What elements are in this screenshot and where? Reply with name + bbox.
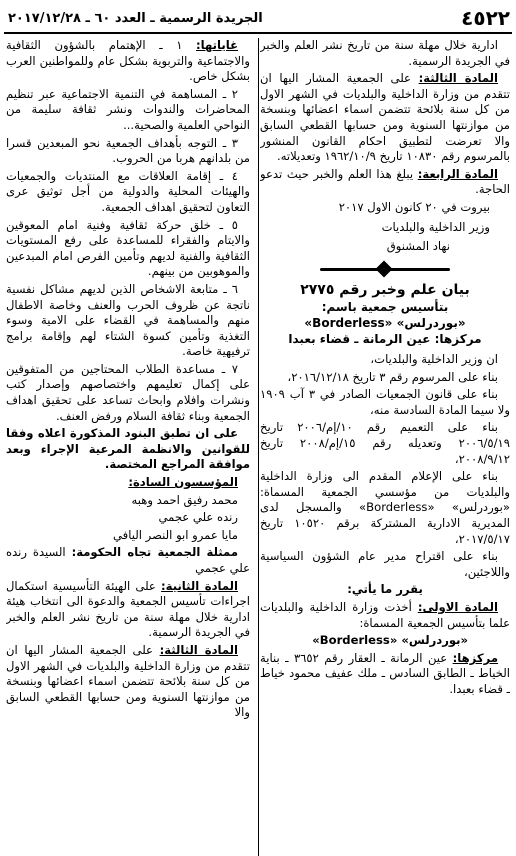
headquarters-label: مركزها:	[452, 650, 498, 665]
paragraph: ان وزير الداخلية والبلديات،	[370, 352, 498, 367]
goals-paragraph	[6, 38, 250, 85]
notice-subtitle: بتأسيس جمعية باسم:	[321, 300, 449, 315]
article-3	[260, 71, 510, 165]
representative-label: ممثلة الجمعية تجاه الحكومة:	[71, 545, 238, 560]
signature-date: بيروت في ٢٠ كانون الاول ٢٠١٧	[338, 199, 490, 214]
article-2	[6, 579, 250, 641]
paragraph: بناء على قانون الجمعيات الصادر في ٣ آب ١٩٠٩ ولا سيما المادة السادسة منه،	[260, 387, 510, 417]
header-rule	[4, 32, 512, 34]
representative	[6, 545, 250, 576]
headquarters	[260, 651, 510, 698]
article-text: على الهيئة التأسيسية استكمال اجراءات تأسيس الجمعية والدعوة الى انتخاب هيئة ادارية خلال مهلة سنة من تاريخ نشر العلم والخبر في الجريدة الرسمية.	[6, 578, 250, 640]
page-number: ٤٥٢٢	[461, 6, 510, 30]
goal-item: ٤ ـ إقامة العلاقات مع المنتديات والجمعيات والهيئات المحلية والدولية من أجل توثيق عرى التعاون لتحقيق اهداف الجمعية.	[6, 168, 250, 214]
article-text: على الجمعية المشار اليها ان تتقدم من وزارة الداخلية والبلديات في الشهر الاول من كل سنة بلائحة تتضمن اسماء اعضائها وبنسخة من موازنتها السنوية ومن حسابها القطعي السابق والا تعرضت لتطبيق احكام القانون المنشور بالمرسوم رقم ١٠٨٣٠ تاريخ ١٩٦٢/١٠/٩ وتعديلاته.	[260, 71, 510, 164]
article-text: أخذت وزارة الداخلية والبلديات علما بتأسيس الجمعية المسماة:	[260, 600, 510, 630]
goal-item: ٣ ـ التوجه بأهداف الجمعية نحو المبعدين قسرا من بلدانهم هربا من الحروب.	[6, 135, 250, 166]
article-text: على الجمعية المشار اليها ان تتقدم من وزارة الداخلية والبلديات في الشهر الاول من كل سنة بلائحة تتضمن اسماء اعضائها وبنسخة من موازنتها السنوية ومن حسابها القطعي السابق والا	[6, 642, 250, 720]
founder-name: رنده علي عجمي	[158, 510, 238, 525]
goal-item: ٧ ـ مساعدة الطلاب المحتاجين من المتفوقين على إكمال تعليمهم واختصاصهم وإصدار كتب ونشرات وافلام وابحاث تساعد على تحقيق اهداف الجمعية وبناء ثقافة السلام ورفض العنف.	[6, 361, 250, 423]
association-name-repeat: «بوردرلس» «Borderless»	[312, 633, 468, 648]
representative-name: السيدة رنده علي عجمي	[6, 545, 250, 575]
page-header	[0, 0, 516, 38]
article-label: المادة الرابعة:	[417, 166, 498, 181]
goal-item: ٦ ـ متابعة الاشخاص الذين لديهم مشاكل نفسية ناتجة عن ظروف الحرب والعنف وخاصة الاطفال منهم والمساهمة في القضاء على الامية وسوء التغذية وتأمين كسوة الشتاء لهم وإقامة برامج ترفيهية خاصة.	[6, 281, 250, 359]
compliance-clause: على ان تطبق البنود المذكورة اعلاه وفقا للقوانين والانظمة المرعية الإجراء وبعد موافقة المراجع المختصة.	[6, 426, 250, 472]
article-4	[260, 167, 510, 198]
goal-item: ١ ـ الإهتمام بالشؤون الثقافية والاجتماعية والتربوية بشكل عام وللمواطنين العرب بشكل خاص.	[6, 38, 250, 84]
paragraph: ادارية خلال مهلة سنة من تاريخ نشر العلم والخبر في الجريدة الرسمية.	[260, 38, 510, 68]
founder-name: مايا عمرو ابو النصر اليافي	[113, 527, 238, 542]
article-text: يبلغ هذا العلم والخبر حيث تدعو الحاجة.	[260, 166, 510, 197]
gazette-issue-info: الجريدة الرسمية ـ العدد ٦٠ ـ ٢٠١٧/١٢/٢٨	[8, 11, 263, 26]
article-label: المادة الاولى:	[417, 600, 498, 614]
goal-item: ٢ ـ المساهمة في التنمية الاجتماعية عبر تنظيم المحاضرات والندوات ونشر ثقافة سليمة من النواحي العلمية والصحية...	[6, 86, 250, 132]
notice-title: بيان علم وخبر رقم ٢٧٧٥	[300, 281, 470, 298]
right-column	[260, 38, 510, 856]
signature-name: نهاد المشنوق	[386, 239, 450, 254]
article-label: المادة الثالثة:	[159, 642, 239, 657]
paragraph: بناء على الإعلام المقدم الى وزارة الداخلية والبلديات من مؤسسي الجمعية المسماة: «بوردرلس» «Borderless» والمسجل لدى المديرية الادارية المشتركة برقم ١٠٥٢٠ تاريخ ٢٠١٧/٥/١٧،	[260, 469, 510, 546]
column-divider	[258, 38, 259, 856]
goal-item: ٥ ـ خلق حركة ثقافية وفنية امام المعوقين والايتام والفقراء للمساعدة على رفع المستويات الثقافية والفنية لديهم وتأمين الفرص امام المبدعين والموهوبين من بينهم.	[6, 217, 250, 279]
headquarters-text: عين الرمانة ـ العقار رقم ٣٦٥٢ ـ بناية الخياط ـ الطابق السادس ـ ملك عفيف محمود خياط ـ قضاء بعبدا.	[260, 650, 510, 696]
paragraph: بناء على اقتراح مدير عام الشؤون السياسية واللاجئين،	[260, 549, 510, 579]
article-label: المادة الثالثة:	[418, 71, 499, 86]
paragraph: بناء على التعميم رقم ١٠/إم/٢٠٠٦ تاريخ ٢٠٠٦/٥/١٩ وتعديله رقم ١٥/إم/٢٠٠٨ تاريخ ٢٠٠٨/٩/١٢،	[260, 420, 510, 466]
section-divider	[320, 263, 450, 275]
association-location: مركزها: عين الرمانة ـ قضاء بعبدا	[288, 331, 482, 346]
decision-heading: يقرر ما يأتي:	[347, 582, 423, 597]
article-label: المادة الثانية:	[161, 578, 238, 593]
goals-label: غاياتها:	[196, 38, 238, 52]
founders-label: المؤسسون السادة:	[128, 475, 238, 490]
paragraph: بناء على المرسوم رقم ٣ تاريخ ٢٠١٦/١٢/١٨،	[287, 369, 498, 384]
association-name: «بوردرلس» «Borderless»	[304, 315, 466, 330]
left-column	[6, 38, 250, 856]
signature-title: وزير الداخلية والبلديات	[381, 219, 490, 234]
article-1	[260, 600, 510, 631]
founder-name: محمد رفيق احمد وهبه	[131, 492, 238, 507]
article-3	[6, 643, 250, 721]
